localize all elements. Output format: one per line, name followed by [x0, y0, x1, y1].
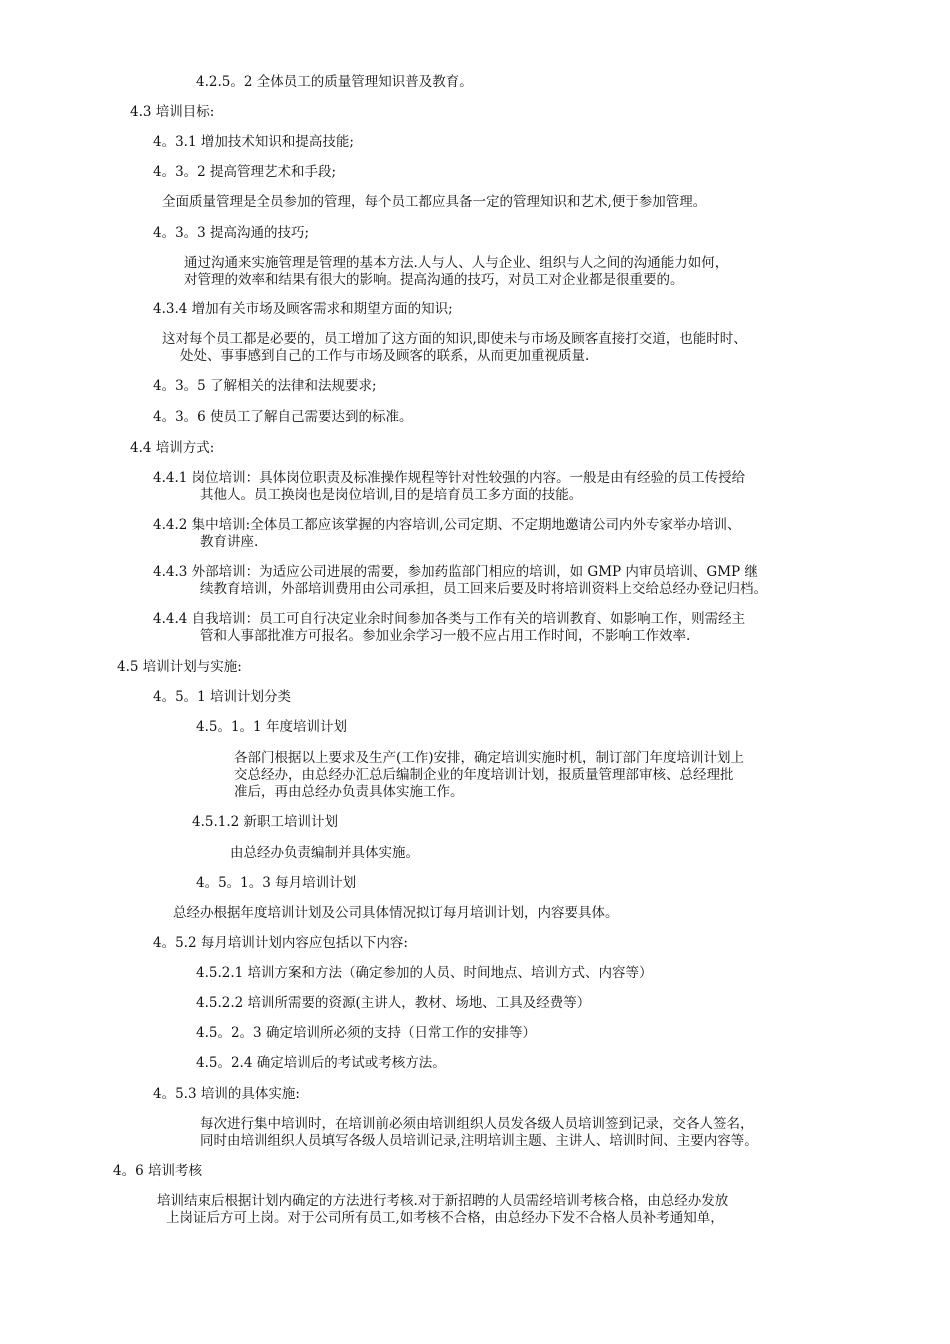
text-line: 教育讲座.: [200, 534, 259, 550]
text-line: 每次进行集中培训时，在培训前必须由培训组织人员发各级人员培训签到记录，交各人签名，: [200, 1116, 754, 1132]
text-line: 4。5。1。3 每月培训计划: [196, 875, 357, 891]
text-line: 4.4.2 集中培训:全体员工都应该掌握的内容培训,公司定期、不定期地邀请公司内外专家举办培训、: [153, 517, 741, 533]
text-line: 由总经办负责编制并具体实施。: [230, 845, 419, 861]
text-line: 4.3.4 增加有关市场及顾客需求和期望方面的知识;: [153, 301, 453, 317]
text-line: 对管理的效率和结果有很大的影响。提高沟通的技巧，对员工对企业都是很重要的。: [184, 272, 684, 288]
text-line: 4.4 培训方式:: [130, 440, 215, 456]
text-line: 培训结束后根据计划内确定的方法进行考核.对于新招聘的人员需经培训考核合格，由总经办发放: [157, 1193, 729, 1209]
text-line: 4.5 培训计划与实施:: [117, 659, 242, 675]
text-line: 4.4.1 岗位培训：具体岗位职责及标准操作规程等针对性较强的内容。一般是由有经验的员工传授给: [153, 470, 746, 486]
text-line: 4。6 培训考核: [113, 1163, 202, 1179]
text-line: 4.5。1。1 年度培训计划: [196, 719, 347, 735]
text-line: 管和人事部批准方可报名。参加业余学习一般不应占用工作时间，不影响工作效率.: [200, 628, 691, 644]
text-line: 通过沟通来实施管理是管理的基本方法.人与人、人与企业、组织与人之间的沟通能力如何，: [184, 255, 729, 271]
text-line: 4.5。2。3 确定培训所必须的支持（日常工作的安排等）: [196, 1025, 536, 1041]
text-line: 4.5。2.4 确定培训后的考试或考核方法。: [196, 1055, 446, 1071]
text-line: 这对每个员工都是必要的，员工增加了这方面的知识,即使未与市场及顾客直接打交道，也能时时、: [162, 331, 747, 347]
text-line: 4.2.5。2 全体员工的质量管理知识普及教育。: [196, 74, 473, 90]
text-line: 4.5.2.1 培训方案和方法（确定参加的人员、时间地点、培训方式、内容等）: [196, 965, 653, 981]
text-line: 其他人。员工换岗也是岗位培训,目的是培育员工多方面的技能。: [200, 487, 583, 503]
text-line: 处处、事事感到自己的工作与市场及顾客的联系，从而更加重视质量.: [180, 348, 590, 364]
text-line: 4。5.3 培训的具体实施:: [153, 1086, 300, 1102]
text-line: 上岗证后方可上岗。对于公司所有员工,如考核不合格，由总经办下发不合格人员补考通知单，: [166, 1210, 724, 1226]
text-line: 交总经办，由总经办汇总后编制企业的年度培训计划，报质量管理部审核、总经理批: [234, 767, 734, 783]
text-line: 4.3 培训目标:: [130, 104, 215, 120]
text-line: 续教育培训，外部培训费用由公司承担，员工回来后要及时将培训资料上交给总经办登记归档。: [200, 581, 767, 597]
text-line: 4。3。6 使员工了解自己需要达到的标准。: [153, 409, 413, 425]
text-line: 准后，再由总经办负责具体实施工作。: [234, 784, 464, 800]
text-line: 4。3。5 了解相关的法律和法规要求;: [153, 378, 377, 394]
text-line: 4。5.2 每月培训计划内容应包括以下内容:: [153, 935, 408, 951]
text-line: 4。3。2 提高管理艺术和手段;: [153, 164, 337, 180]
text-line: 4。5。1 培训计划分类: [153, 689, 292, 705]
text-line: 4.5.1.2 新职工培训计划: [192, 814, 339, 830]
text-line: 全面质量管理是全员参加的管理，每个员工都应具备一定的管理知识和艺术,便于参加管理。: [162, 194, 707, 210]
text-line: 4.5.2.2 培训所需要的资源(主讲人，教材、场地、工具及经费等）: [196, 995, 591, 1011]
text-line: 4.4.4 自我培训：员工可自行决定业余时间参加各类与工作有关的培训教育、如影响工作，则需经主: [153, 611, 746, 627]
text-line: 4.4.3 外部培训：为适应公司进展的需要，参加药监部门相应的培训，如 GMP 内审员培训、GMP 继: [153, 564, 758, 580]
text-line: 总经办根据年度培训计划及公司具体情况拟订每月培训计划，内容要具体。: [173, 905, 619, 921]
text-line: 各部门根据以上要求及生产(工作)安排，确定培训实施时机，制订部门年度培训计划上: [234, 750, 745, 766]
text-line: 同时由培训组织人员填写各级人员培训记录,注明培训主题、主讲人、培训时间、主要内容等。: [200, 1133, 758, 1149]
text-line: 4。3。3 提高沟通的技巧;: [153, 225, 310, 241]
text-line: 4。3.1 增加技术知识和提高技能;: [153, 134, 354, 150]
